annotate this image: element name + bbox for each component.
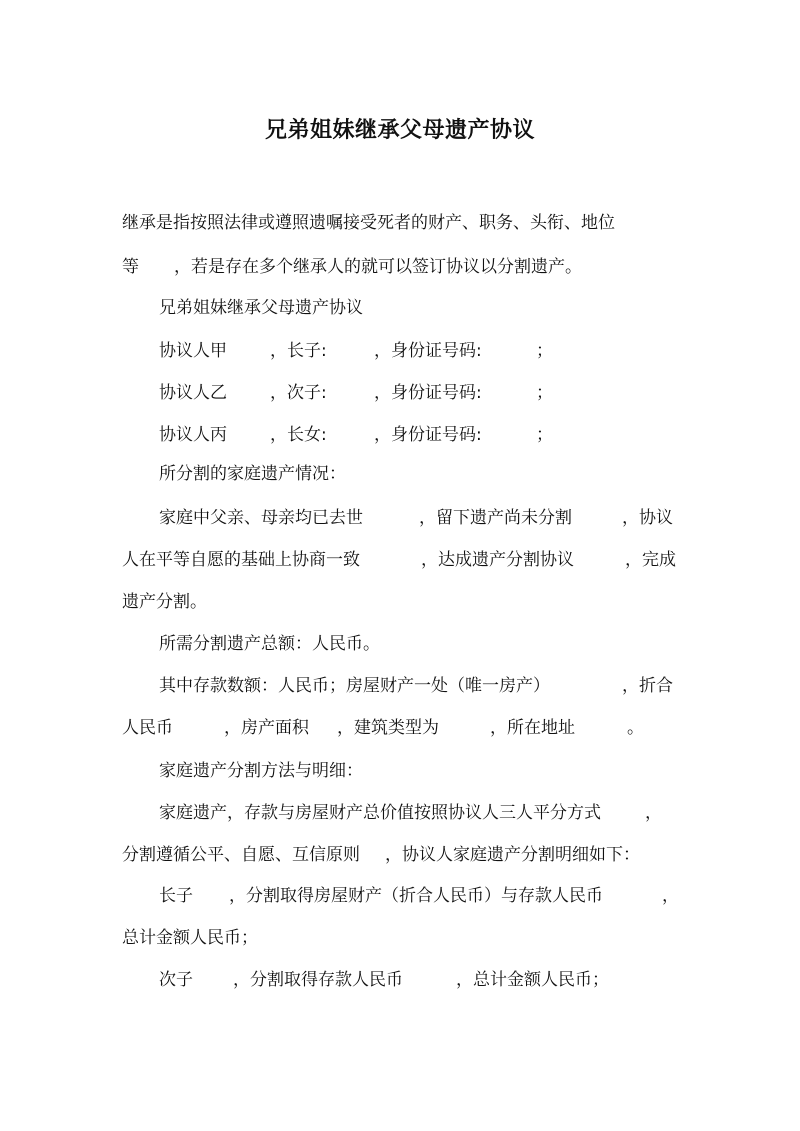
total-amount: 所需分割遗产总额：人民币。 bbox=[159, 634, 380, 654]
document-title: 兄弟姐妹继承父母遗产协议 bbox=[264, 118, 535, 143]
estate-segment: ，达成遗产分割协议 bbox=[421, 550, 574, 570]
estate-line-3: 遗产分割。 bbox=[122, 592, 207, 612]
eldest-son-segment: 长子 bbox=[159, 886, 193, 906]
party-end: ； bbox=[536, 383, 553, 403]
details-segment: 其中存款数额：人民币；房屋财产一处（唯一房产） bbox=[159, 676, 550, 696]
details-segment: ，所在地址 bbox=[490, 718, 575, 738]
eldest-son-segment: ，分割取得房屋财产（折合人民币）与存款人民币 bbox=[229, 886, 603, 906]
estate-heading: 所分割的家庭遗产情况： bbox=[159, 464, 346, 484]
details-segment: ，折合 bbox=[622, 676, 673, 696]
party-id-label: ，身份证号码: bbox=[374, 383, 482, 403]
estate-segment: ，留下遗产尚未分割 bbox=[419, 508, 572, 528]
intro-line-2-start: 等 bbox=[122, 257, 139, 277]
party-relation: ，长女: bbox=[270, 425, 327, 445]
party-name: 协议人丙 bbox=[159, 425, 227, 445]
party-name: 协议人乙 bbox=[159, 383, 227, 403]
method-segment: ，协议人家庭遗产分割明细如下： bbox=[385, 845, 640, 865]
details-segment: ，建筑类型为 bbox=[337, 718, 439, 738]
party-end: ； bbox=[536, 341, 553, 361]
details-segment: ，房产面积 bbox=[224, 718, 309, 738]
estate-segment: 家庭中父亲、母亲均已去世 bbox=[159, 508, 363, 528]
second-son-segment: 次子 bbox=[159, 970, 193, 990]
details-segment: 人民币 bbox=[122, 718, 173, 738]
method-segment: 分割遵循公平、自愿、互信原则 bbox=[122, 845, 360, 865]
party-id-label: ，身份证号码: bbox=[374, 341, 482, 361]
second-son-line bbox=[159, 968, 729, 1088]
intro-line-2-rest: ，若是存在多个继承人的就可以签订协议以分割遗产。 bbox=[174, 257, 582, 277]
party-name: 协议人甲 bbox=[159, 341, 227, 361]
party-end: ； bbox=[536, 425, 553, 445]
party-relation: ，次子: bbox=[270, 383, 327, 403]
details-segment: 。 bbox=[627, 718, 644, 738]
estate-segment: 人在平等自愿的基础上协商一致 bbox=[122, 550, 360, 570]
eldest-son-line-2: 总计金额人民币； bbox=[122, 928, 258, 948]
eldest-son-segment: ， bbox=[662, 886, 679, 906]
method-segment: ， bbox=[645, 803, 662, 823]
second-son-segment: ，分割取得存款人民币 bbox=[233, 970, 403, 990]
intro-line-1: 继承是指按照法律或遵照遗嘱接受死者的财产、职务、头衔、地位 bbox=[122, 213, 615, 233]
party-id-label: ，身份证号码: bbox=[374, 425, 482, 445]
party-relation: ，长子: bbox=[270, 341, 327, 361]
estate-segment: ，协议 bbox=[622, 508, 673, 528]
estate-segment: ，完成 bbox=[625, 550, 676, 570]
method-heading: 家庭遗产分割方法与明细： bbox=[159, 761, 363, 781]
second-son-segment: ，总计金额人民币； bbox=[456, 970, 609, 990]
subtitle: 兄弟姐妹继承父母遗产协议 bbox=[159, 298, 363, 318]
method-segment: 家庭遗产，存款与房屋财产总价值按照协议人三人平分方式 bbox=[159, 803, 601, 823]
